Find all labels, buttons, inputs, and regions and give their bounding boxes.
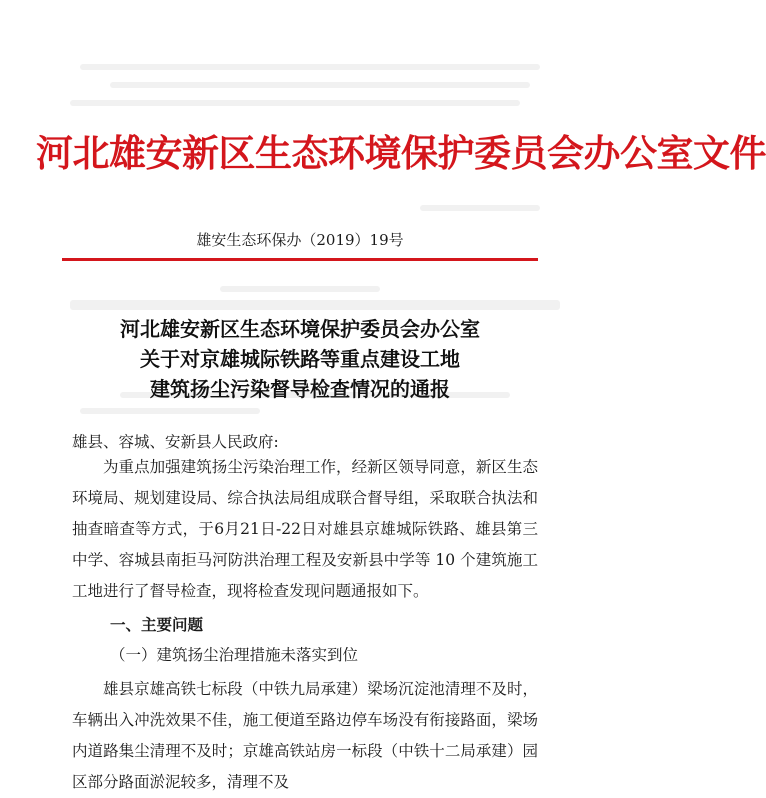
subject-line-3: 建筑扬尘污染督导检查情况的通报	[150, 377, 450, 401]
document-header-title: 河北雄安新区生态环境保护委员会办公室文件	[36, 131, 766, 175]
document-number: 雄安生态环保办（2019）19号	[196, 231, 404, 249]
body-paragraph-2: 雄县京雄高铁七标段（中铁九局承建）梁场沉淀池清理不及时，车辆出入冲洗效果不佳，施工便道至路边停车场没有衔接路面，梁场内道路集尘清理不及时；京雄高铁站房一标段（中铁十二局承建）园区部分路面淤泥较多，清理不及	[72, 680, 538, 791]
bleed-through-mark	[80, 408, 260, 414]
bleed-through-mark	[70, 300, 560, 310]
subject-line-1: 河北雄安新区生态环境保护委员会办公室	[120, 317, 480, 341]
bleed-through-mark	[220, 286, 380, 292]
subject-line-2: 关于对京雄城际铁路等重点建设工地	[140, 347, 460, 371]
bleed-through-mark	[110, 82, 530, 88]
bleed-through-mark	[420, 205, 540, 211]
header-red-rule	[62, 258, 538, 261]
body-paragraph-2-block	[72, 674, 538, 798]
body-paragraph-1: 为重点加强建筑扬尘污染治理工作，经新区领导同意，新区生态环境局、规划建设局、综合执法局组成联合督导组，采取联合执法和抽查暗查等方式，于6月21日-22日对雄县京雄城际铁路、雄县第三中学、容城县南拒马河防洪治理工程及安新县中学等 10 个建筑施工工地进行了督导检查，现将检查发现问题通报如下。	[72, 458, 538, 600]
body-paragraph-1-block	[72, 452, 538, 607]
bleed-through-mark	[80, 64, 540, 70]
salutation: 雄县、容城、安新县人民政府:	[72, 433, 279, 451]
section-heading-main-issues: 一、主要问题	[110, 615, 204, 634]
subsection-heading-dust-control: （一）建筑扬尘治理措施未落实到位	[110, 646, 359, 664]
bleed-through-mark	[70, 100, 520, 106]
document-subject	[0, 314, 600, 404]
